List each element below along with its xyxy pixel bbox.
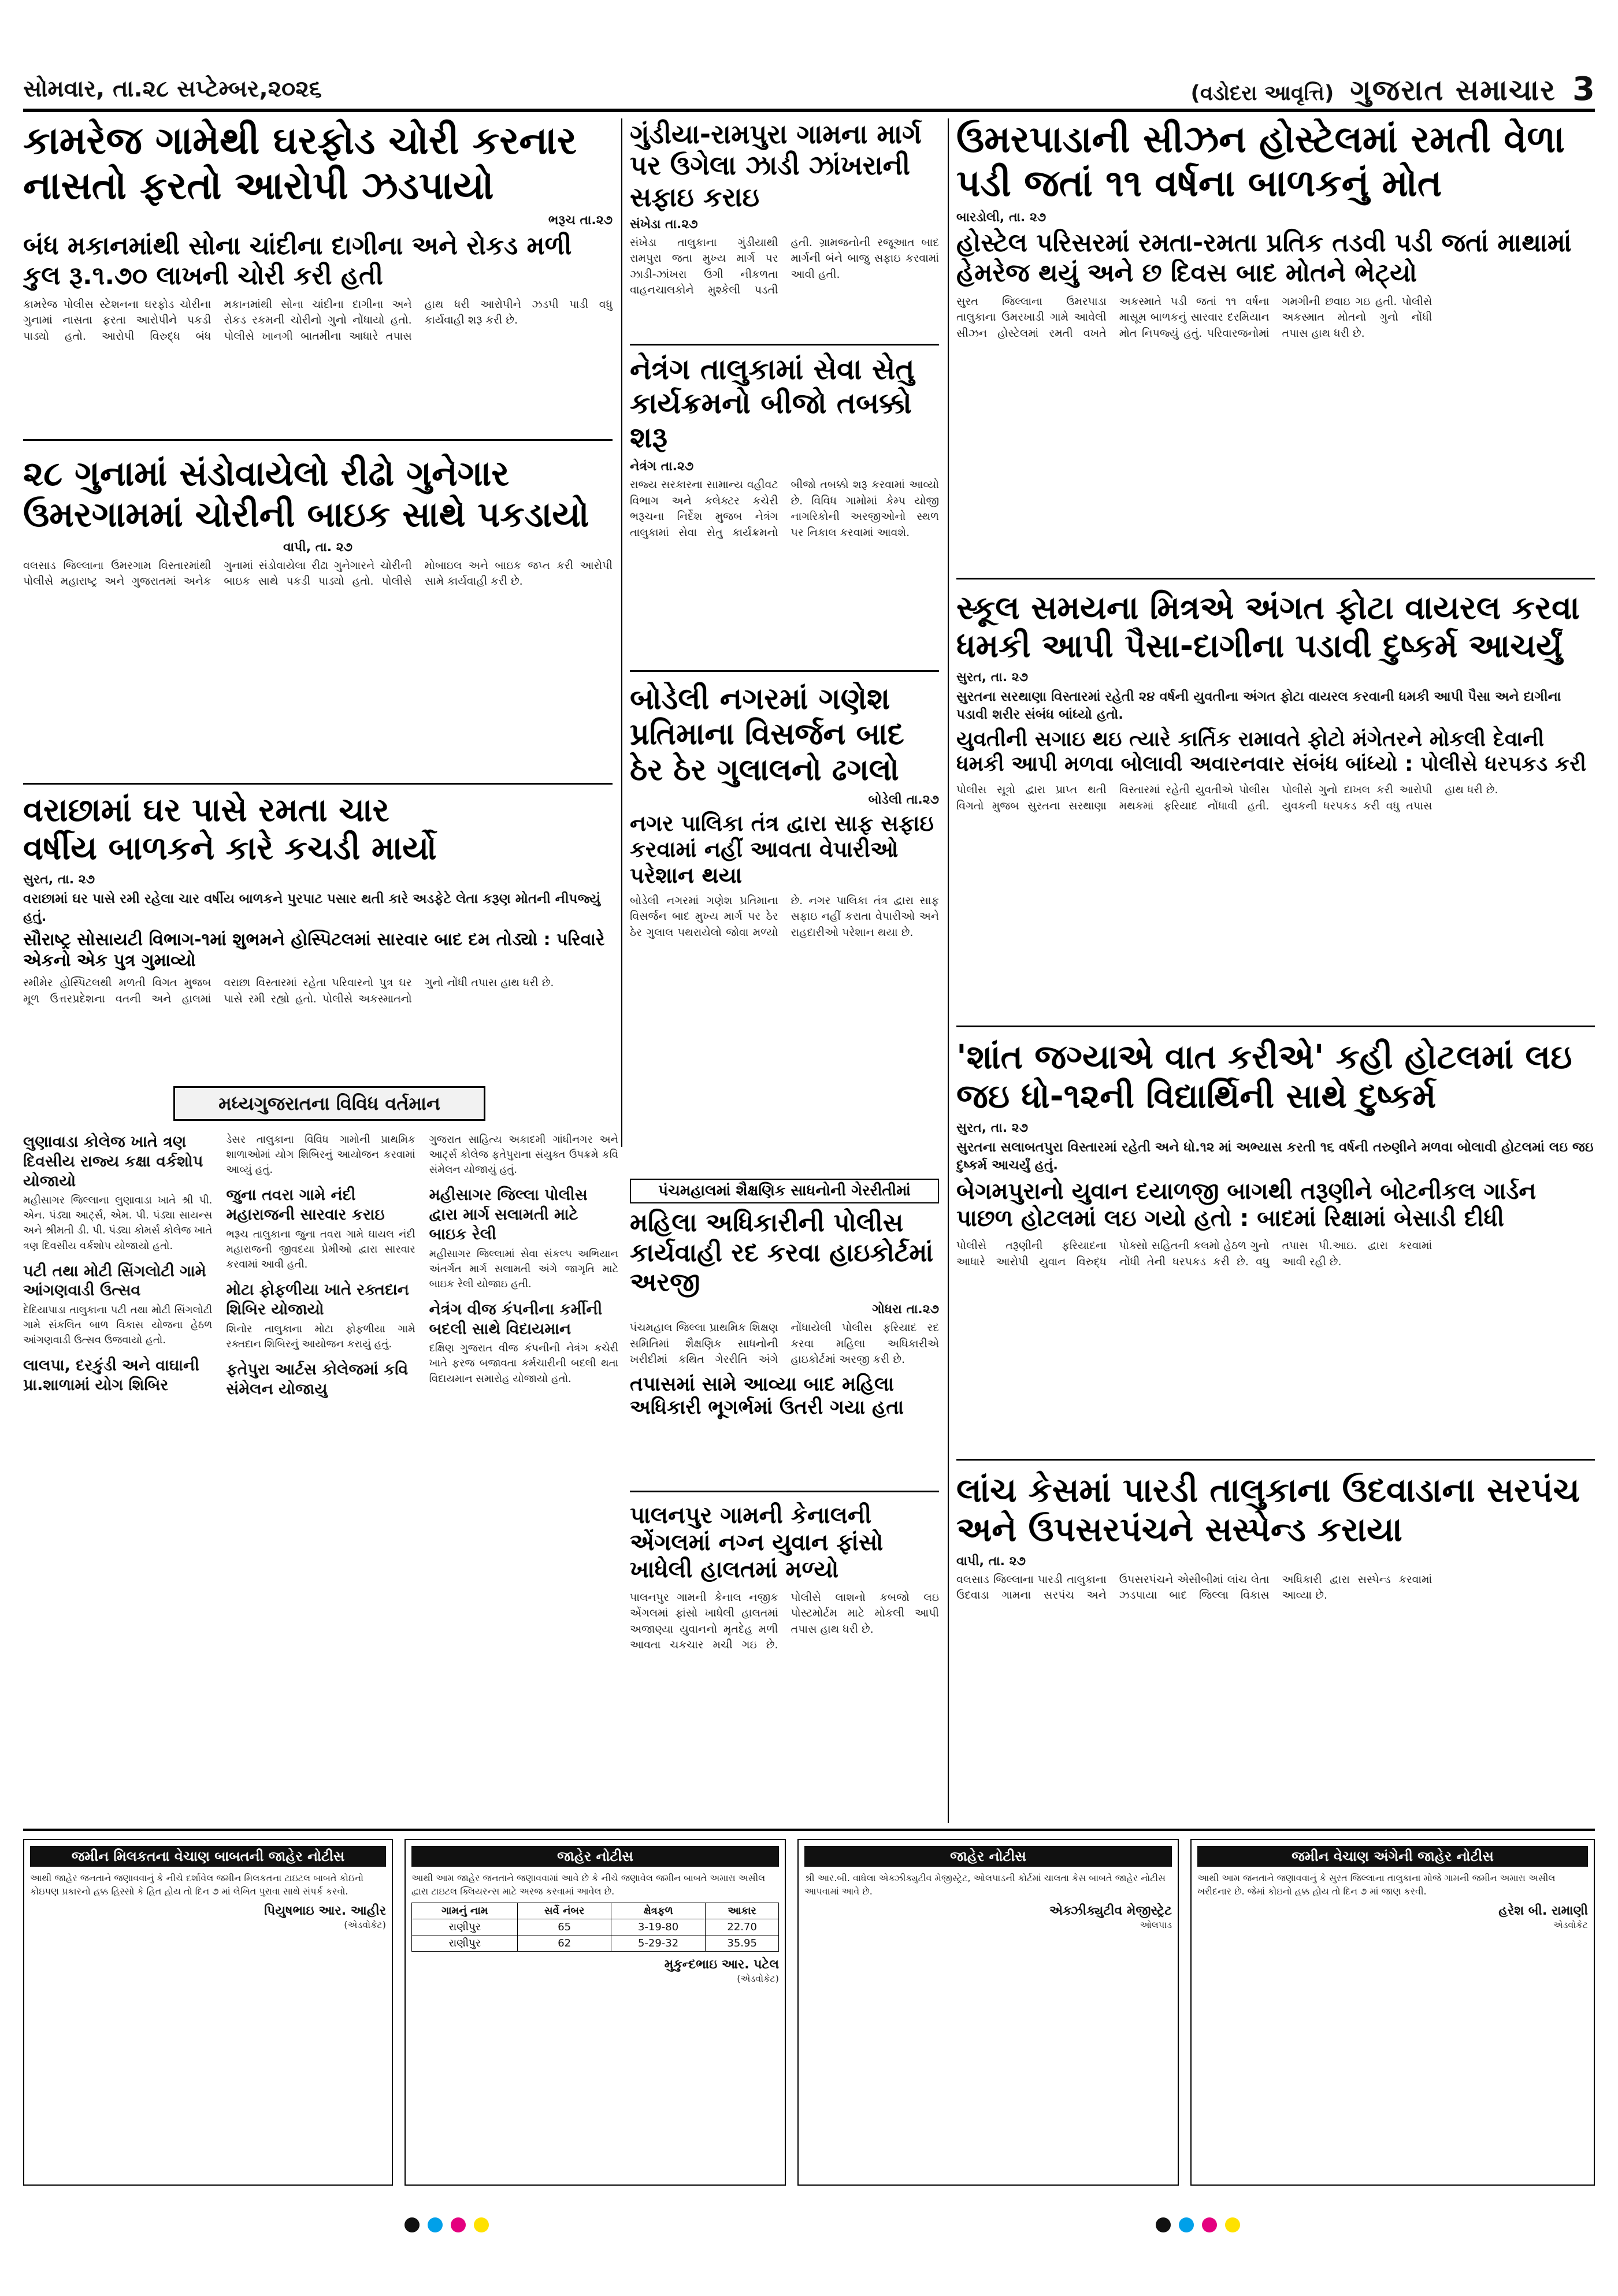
brief-headline: નેત્રંગ વીજ કંપનીના કર્મીની બદલી સાથે વિદાયમાન — [429, 1300, 603, 1338]
story-body: પાલનપુર ગામની કેનાલ નજીક એંગલમાં ફાંસો ખાધેલી હાલતમાં અજાણ્યા યુવાનનો મૃતદેહ મળી આવતા ચકચાર મચી ગઇ છે. પોલીસે લાશનો કબજો લઇ પોસ્ટમોર્ટમ માટે મોકલી આપી તપાસ હાથ ધરી છે. — [630, 1591, 939, 1652]
brief-text: શિનોર તાલુકાના મોટા ફોફળીયા ગામે રક્તદાન શિબિરનું આયોજન કરાયું હતું. — [226, 1322, 415, 1350]
notice-title: જાહેર નોટીસ — [804, 1846, 1172, 1867]
brief-item — [429, 1186, 618, 1292]
brief-text: ભરૂચ તાલુકાના જુના તવરા ગામે ઘાયલ નંદી મહારાજની જીવદયા પ્રેમીઓ દ્વારા સારવાર કરવામાં આવી હતી. — [226, 1228, 415, 1270]
notice-signatory: હરેશ બી. રામાણી — [1498, 1904, 1588, 1919]
dateline: સંખેડા તા.૨૭ — [630, 217, 698, 232]
table-header: સર્વે નંબર — [518, 1903, 611, 1919]
story-kamrej — [23, 118, 613, 436]
reg-dot-cyan — [1179, 2217, 1194, 2232]
brief-text: ગુજરાત સાહિત્ય અકાદમી ગાંધીનગર અને આર્ટ્સ કોલેજ ફતેપુરાના સંયુક્ત ઉપક્રમે કવિ સંમેલન યોજાયું હતું. — [429, 1134, 618, 1176]
edition-label: (વડોદરા આવૃત્તિ) — [1190, 81, 1334, 105]
brief-item — [429, 1300, 618, 1387]
briefs-banner: મધ્યગુજરાતના વિવિધ વર્તમાન — [173, 1086, 485, 1121]
table-cell: 65 — [518, 1919, 611, 1935]
notice-title: જમીન વેચાણ અંગેની જાહેર નોટીસ — [1197, 1846, 1588, 1867]
table-cell: રાણીપુર — [412, 1935, 518, 1952]
registration-marks — [404, 2217, 489, 2232]
dateline: બોડેલી તા.૨૭ — [868, 793, 939, 808]
story-palanpur — [630, 1502, 939, 1820]
story-body: કામરેજ પોલીસ સ્ટેશનના ઘરફોડ ચોરીના ગુનામાં નાસતા ફરતા આરોપીને પકડી પાડ્યો હતો. આરોપી વિરુદ્ધ બંધ મકાનમાંથી સોના ચાંદીના દાગીના અને રોકડ રકમની ચોરીનો ગુનો નોંધાયો હતો. પોલીસે ખાનગી બાતમીના આધારે તપાસ હાથ ધરી આરોપીને ઝડપી પાડી વધુ કાર્યવાહી શરૂ કરી છે. — [23, 298, 613, 343]
table-row — [412, 1919, 779, 1935]
story-varachha — [23, 792, 613, 1075]
table-header: ગામનું નામ — [412, 1903, 518, 1919]
lede: વરાછામાં ઘર પાસે રમી રહેલા ચાર વર્ષીય બાળકને પુરપાટ પસાર થતી કારે અડફેટે લેતા કરૂણ મોતની નીપજ્યું હતું. — [23, 891, 601, 925]
brief-headline: મોટા ફોફળીયા ખાતે રક્તદાન શિબિર યોજાયો — [226, 1281, 409, 1318]
notice-text: આથી આમ જાહેર જનતાને જણાવવામાં આવે છે કે નીચે જણાવેલ જમીન બાબતે અમારા અસીલ દ્વારા ટાઇટલ ક્લિયરન્સ માટે અરજ કરવામાં આવેલ છે. — [411, 1873, 766, 1897]
story-body: સંખેડા તાલુકાના ગુંડીયાથી રામપુરા જતા મુખ્ય માર્ગ પર ઝાડી-ઝાંખરા ઉગી નીકળતા વાહનચાલકોને મુશ્કેલી પડતી હતી. ગ્રામજનોની રજૂઆત બાદ માર્ગની બંને બાજુ સફાઇ કરવામાં આવી હતી. — [630, 236, 939, 297]
story-body: વલસાડ જિલ્લાના પારડી તાલુકાના ઉદવાડા ગામના સરપંચ અને ઉપસરપંચને એસીબીમાં લાંચ લેતા ઝડપાયા બાદ જિલ્લા વિકાસ અધિકારી દ્વારા સસ્પેન્ડ કરવામાં આવ્યા છે. — [956, 1573, 1433, 1602]
headline: લાંચ કેસમાં પારડી તાલુકાના ઉદવાડાના સરપંચ અને ઉપસરપંચને સસ્પેન્ડ કરાયા — [956, 1470, 1580, 1550]
table-header: ક્ષેત્રફળ — [611, 1903, 705, 1919]
dateline: વાપી, તા. ૨૭ — [956, 1554, 1026, 1569]
notice-title: જાહેર નોટીસ — [411, 1846, 779, 1867]
subheadline: યુવતીની સગાઇ થઇ ત્યારે કાર્તિક રામાવતે ફોટો મંગેતરને મોકલી દેવાની ધમકી આપી મળવા બોલાવી અવારનવાર સંબંધ બાંધ્યો : પોલીસે ધરપકડ કરી — [956, 727, 1587, 776]
notice-signatory: પિયુષભાઇ આર. આહીર — [264, 1904, 386, 1919]
story-body: પોલીસ સૂત્રો દ્વારા પ્રાપ્ત થતી વિગતો મુજબ સુરતના સરથાણા વિસ્તારમાં રહેતી યુવતીએ પોલીસ મથકમાં ફરિયાદ નોંધાવી હતી. પોલીસે ગુનો દાખલ કરી આરોપી યુવકની ધરપકડ કરી વધુ તપાસ હાથ ધરી છે. — [956, 783, 1498, 812]
subheadline: હોસ્ટેલ પરિસરમાં રમતા-રમતા પ્રતિક તડવી પડી જતાં માથામાં હેમરેજ થયું અને છ દિવસ બાદ મોતને ભેટ્યો — [956, 228, 1572, 288]
briefs-list — [23, 1132, 618, 1820]
lede: સુરતના સરથાણા વિસ્તારમાં રહેતી ૨૪ વર્ષની યુવતીના અંગત ફોટા વાયરલ કરવાની ધમકી આપી પૈસા અને દાગીના પડાવી શરીર સંબંધ બાંધ્યો હતો. — [956, 689, 1561, 723]
reg-dot-yellow — [1225, 2217, 1240, 2232]
brief-headline: મહીસાગર જિલ્લા પોલીસ દ્વારા માર્ગ સલામતી માટે બાઇક રેલી — [429, 1186, 588, 1243]
headline: બોડેલી નગરમાં ગણેશ પ્રતિમાના વિસર્જન બાદ ઠેર ઠેર ગુલાલનો ઢગલો — [630, 682, 904, 787]
brief-item — [226, 1280, 415, 1352]
land-table — [411, 1903, 779, 1952]
story-lanch — [956, 1470, 1595, 1817]
table-cell: 5-29-32 — [611, 1935, 705, 1952]
brief-text: દેદિયાપાડા તાલુકાના પટી તથા મોટી સિંગલોટી ગામે સંકલિત બાળ વિકાસ યોજના હેઠળ આંગણવાડી ઉત્સવ ઉજવાયો હતો. — [23, 1304, 213, 1347]
dateline: ભરૂચ તા.૨૭ — [548, 213, 613, 228]
reg-dot-cyan — [428, 2217, 443, 2232]
brief-headline: લાલપા, દરકુંડી અને વાઘાની પ્રા.શાળામાં યોગ શિબિર — [23, 1357, 199, 1395]
dateline: બારડોલી, તા. ૨૭ — [956, 210, 1046, 225]
reg-dot-black — [404, 2217, 420, 2232]
reg-dot-black — [1156, 2217, 1171, 2232]
brief-headline: ફતેપુરા આર્ટસ કોલેજમાં કવિ સંમેલન યોજાયુ — [226, 1360, 409, 1398]
dateline: સુરત, તા. ૨૭ — [23, 872, 95, 887]
headline: 'શાંત જગ્યાએ વાત કરીએ' કહી હોટલમાં લઇ જઇ ધો-૧૨ની વિદ્યાર્થિની સાથે દુષ્કર્મ — [956, 1037, 1572, 1116]
story-divider — [630, 1491, 939, 1492]
headline: ગુંડીયા-રામપુરા ગામના માર્ગ પર ઉગેલા ઝાડી ઝાંખરાની સફાઇ કરાઇ — [630, 118, 922, 213]
table-header: આકાર — [706, 1903, 779, 1919]
table-cell: 62 — [518, 1935, 611, 1952]
subheadline: તપાસમાં સામે આવ્યા બાદ મહિલા અધિકારી ભૂગર્ભમાં ઉતરી ગયા હતા — [630, 1373, 904, 1420]
notice-signatory: એક્ઝીક્યુટીવ મેજીસ્ટ્રેટ — [1049, 1904, 1172, 1919]
story-umargam — [23, 454, 613, 777]
subheadline: બંધ મકાનમાંથી સોના ચાંદીના દાગીના અને રોકડ મળી કુલ રૂ.૧.૭૦ લાખની ચોરી કરી હતી — [23, 231, 572, 291]
brief-item — [23, 1132, 212, 1254]
legal-notices — [23, 1829, 1595, 2187]
story-body: સ્મીમેર હોસ્પિટલથી મળતી વિગત મુજબ મૂળ ઉત્તરપ્રદેશના વતની અને હાલમાં વરાછા વિસ્તારમાં રહેતા પરિવારનો પુત્ર ઘર પાસે રમી રહ્યો હતો. પોલીસે અકસ્માતનો ગુનો નોંધી તપાસ હાથ ધરી છે. — [23, 976, 554, 1005]
table-header-row — [412, 1903, 779, 1919]
brief-text: મહીસાગર જિલ્લામાં સેવા સંકલ્પ અભિયાન અંતર્ગત માર્ગ સલામતી અંગે જાગૃતિ માટે બાઇક રેલી યોજાઇ હતી. — [429, 1247, 618, 1290]
registration-marks — [1156, 2217, 1240, 2232]
story-gundiya — [630, 118, 939, 338]
headline: ઉમરપાડાની સીઝન હોસ્ટેલમાં રમતી વેળા પડી જતાં ૧૧ વર્ષના બાળકનું મોત — [956, 118, 1565, 205]
story-divider — [630, 344, 939, 345]
story-panchmahal — [630, 1179, 939, 1479]
brief-headline: લુણાવાડા કોલેજ ખાતે ત્રણ દિવસીય રાજ્ય કક્ષા વર્કશોપ યોજાયો — [23, 1133, 203, 1190]
headline: કામરેજ ગામેથી ઘરફોડ ચોરી કરનાર નાસતો ફરતો આરોપી ઝડપાયો — [23, 118, 577, 208]
table-cell: 3-19-80 — [611, 1919, 705, 1935]
headline: વરાછામાં ઘર પાસે રમતા ચાર વર્ષીય બાળકને કારે કચડી માર્યો — [23, 792, 437, 868]
brief-item — [226, 1186, 415, 1272]
notice-land-advocate — [1190, 1839, 1595, 2186]
notice-signatory: મુકુન્દભાઇ આર. પટેલ — [664, 1957, 779, 1972]
story-bodeli — [630, 682, 939, 1098]
masthead — [23, 69, 1595, 112]
table-cell: 35.95 — [706, 1935, 779, 1952]
story-body: સુરત જિલ્લાના ઉમરપાડા તાલુકાના ઉમરખાડી ગામે આવેલી સીઝન હોસ્ટેલમાં રમતી વખતે અકસ્માતે પડી જતાં ૧૧ વર્ષના માસૂમ બાળકનું સારવાર દરમિયાન મોત નિપજ્યું હતું. પરિવારજનોમાં ગમગીની છવાઇ ગઇ હતી. પોલીસે અકસ્માત મોતનો ગુનો નોંધી તપાસ હાથ ધરી છે. — [956, 295, 1433, 340]
lede: સુરતના સલાબતપુરા વિસ્તારમાં રહેતી અને ધો.૧૨ માં અભ્યાસ કરતી ૧૬ વર્ષની તરુણીને મળવા બોલાવી હોટલમાં લઇ જઇ દુષ્કર્મ આચર્યું હતું. — [956, 1139, 1594, 1173]
brief-item — [23, 1262, 212, 1348]
headline: પાલનપુર ગામની કેનાલની એંગલમાં નગ્ન યુવાન ફાંસો ખાધેલી હાલતમાં મળ્યો — [630, 1502, 884, 1584]
kicker: પંચમહાલમાં શૈક્ષણિક સાધનોની ગેરરીતીમાં — [630, 1179, 939, 1203]
page-number: 3 — [1572, 70, 1595, 108]
headline: મહિલા અધિકારીની પોલીસ કાર્યવાહી રદ કરવા હાઇકોર્ટમાં અરજી — [630, 1208, 934, 1298]
notice-land-sale — [23, 1839, 393, 2186]
headline: સ્કૂલ સમયના મિત્રએ અંગત ફોટા વાયરલ કરવા ધમકી આપી પૈસા-દાગીના પડાવી દુષ્કર્મ આચર્યું — [956, 589, 1580, 666]
story-umarpada — [956, 118, 1595, 569]
story-body: બોડેલી નગરમાં ગણેશ પ્રતિમાના વિસર્જન બાદ મુખ્ય માર્ગ પર ઠેર ઠેર ગુલાલ પથરાયેલો જોવા મળ્યો છે. નગર પાલિકા તંત્ર દ્વારા સાફ સફાઇ નહીં કરાતા વેપારીઓ અને રાહદારીઓ પરેશાન થયા છે. — [630, 894, 939, 939]
table-cell: રાણીપુર — [412, 1919, 518, 1935]
brief-headline: જુના તવરા ગામે નંદી મહારાજની સારવાર કરાઇ — [226, 1186, 385, 1224]
column-rule — [621, 118, 622, 1147]
story-divider — [23, 439, 613, 441]
subheadline: સૌરાષ્ટ્ર સોસાયટી વિભાગ-૧માં શુભમને હોસ્પિટલમાં સારવાર બાદ દમ તોડ્યો : પરિવારે એકનો એક પુત્ર ગુમાવ્યો — [23, 930, 605, 971]
story-body: પંચમહાલ જિલ્લા પ્રાથમિક શિક્ષણ સમિતિમાં શૈક્ષણિક સાધનોની ખરીદીમાં કથિત ગેરરીતિ અંગે નોંધાયેલી પોલીસ ફરિયાદ રદ કરવા મહિલા અધિકારીએ હાઇકોર્ટમાં અરજી કરી છે. — [630, 1321, 939, 1366]
story-divider — [956, 1459, 1595, 1461]
dateline: નેત્રંગ તા.૨૭ — [630, 459, 694, 474]
dateline: ગોધરા તા.૨૭ — [872, 1302, 939, 1317]
notice-role: (એડવોકેટ) — [737, 1973, 779, 1985]
story-divider — [23, 783, 613, 785]
notice-role: (એડવોકેટ) — [344, 1919, 386, 1931]
story-body: રાજ્ય સરકારના સામાન્ય વહીવટ વિભાગ અને કલેક્ટર કચેરી ભરૂચના નિર્દેશ મુજબ નેત્રંગ તાલુકામાં સેવા સેતુ કાર્યક્રમનો બીજો તબક્કો શરૂ કરવામાં આવ્યો છે. વિવિધ ગામોમાં કેમ્પ યોજી નાગરિકોની અરજીઓનો સ્થળ પર નિકાલ કરવામાં આવશે. — [630, 478, 939, 539]
brief-text: મહીસાગર જિલ્લાના લુણાવાડા ખાતે શ્રી પી. એન. પંડ્યા આર્ટ્સ, એમ. પી. પંડ્યા સાયન્સ અને શ્રીમતી ડી. પી. પંડ્યા કોમર્સ કોલેજ ખાતે ત્રણ દિવસીય વર્કશોપ યોજાયો હતો. — [23, 1194, 213, 1252]
dateline: વાપી, તા. ૨૭ — [283, 540, 352, 555]
story-shant — [956, 1037, 1595, 1453]
brief-text: દક્ષિણ ગુજરાત વીજ કંપનીની નેત્રંગ કચેરી ખાતે ફરજ બજાવતા કર્મચારીની બદલી થતા વિદાયમાન સમારોહ યોજાયો હતો. — [429, 1342, 618, 1385]
paper-name: ગુજરાત સમાચાર — [1350, 72, 1557, 107]
reg-dot-magenta — [451, 2217, 466, 2232]
masthead-right — [1190, 70, 1595, 108]
notice-text: આથી જાહેર જનતાને જણાવવાનું કે નીચે દર્શાવેલ જમીન મિલકતના ટાઇટલ બાબતે કોઇનો કોઇપણ પ્રકારનો હક્ક હિસ્સો કે હિત હોય તો દિન ૭ માં લેખિત પુરાવા સાથે સંપર્ક કરવો. — [30, 1873, 364, 1897]
story-netrang — [630, 352, 939, 653]
story-body: વલસાડ જિલ્લાના ઉમરગામ વિસ્તારમાંથી પોલીસે મહારાષ્ટ્ર અને ગુજરાતમાં અનેક ગુનામાં સંડોવાયેલા રીઢા ગુનેગારને ચોરીની બાઇક સાથે પકડી પાડ્યો હતો. પોલીસે મોબાઇલ અને બાઇક જપ્ત કરી આરોપી સામે કાર્યવાહી કરી છે. — [23, 559, 613, 588]
brief-text: ડેસર તાલુકાના વિવિધ ગામોની પ્રાથમિક શાળાઓમાં યોગ શિબિરનું આયોજન કરવામાં આવ્યું હતું. — [226, 1134, 415, 1176]
story-divider — [956, 578, 1595, 579]
subheadline: બેગમપુરાનો યુવાન દયાળજી બાગથી તરૂણીને બોટનીકલ ગાર્ડન પાછળ હોટલમાં લઇ ગયો હતો : બાદમાં રિક્ષામાં બેસાડી દીધી — [956, 1177, 1537, 1232]
subheadline: નગર પાલિકા તંત્ર દ્વારા સાફ સફાઇ કરવામાં નહીં આવતા વેપારીઓ પરેશાન થયા — [630, 811, 934, 888]
table-cell: 22.70 — [706, 1919, 779, 1935]
column-rule — [948, 118, 949, 1823]
notice-public — [404, 1839, 786, 2186]
table-row — [412, 1935, 779, 1952]
story-divider — [956, 1026, 1595, 1027]
notice-text: આથી આમ જનતાને જણાવવાનું કે સુરત જિલ્લાના તાલુકાના મોજે ગામની જમીન અમારા અસીલ ખરીદનાર છે. જેમાં કોઇનો હક્ક હોય તો દિન ૭ માં જાણ કરવી. — [1197, 1873, 1556, 1897]
headline: ૨૮ ગુનામાં સંડોવાયેલો રીઢો ગુનેગાર ઉમરગામમાં ચોરીની બાઇક સાથે પકડાયો — [23, 454, 589, 535]
notice-title: જમીન મિલકતના વેચાણ બાબતની જાહેર નોટીસ — [30, 1846, 386, 1867]
headline: નેત્રંગ તાલુકામાં સેવા સેતુ કાર્યક્રમનો બીજો તબક્કો શરૂ — [630, 352, 915, 454]
issue-date: સોમવાર, તા.૨૮ સપ્ટેમ્બર,૨૦૨૬ — [23, 76, 322, 102]
story-school — [956, 589, 1595, 1017]
story-body: પોલીસે તરૂણીની ફરિયાદના આધારે આરોપી યુવાન વિરુદ્ધ પોક્સો સહિતની કલમો હેઠળ ગુનો નોંધી તેની ધરપકડ કરી છે. વધુ તપાસ પી.આઇ. દ્વારા કરવામાં આવી રહી છે. — [956, 1239, 1433, 1268]
brief-headline: પટી તથા મોટી સિંગલોટી ગામે આંગણવાડી ઉત્સવ — [23, 1262, 206, 1300]
notice-text: શ્રી આર.બી. વાધેલા એક્ઝીક્યુટીવ મેજીસ્ટ્રેટ, ઓલપાડની કોર્ટમાં ચાલતા કેસ બાબતે જાહેર નોટીસ આપવામાં આવે છે. — [804, 1873, 1166, 1897]
story-divider — [630, 670, 939, 672]
notice-role: ઓલપાડ — [1140, 1919, 1172, 1931]
notice-court — [797, 1839, 1179, 2186]
reg-dot-yellow — [474, 2217, 489, 2232]
dateline: સુરત, તા. ૨૭ — [956, 1120, 1028, 1135]
reg-dot-magenta — [1202, 2217, 1217, 2232]
dateline: સુરત, તા. ૨૭ — [956, 670, 1028, 685]
notice-role: એડવોકેટ — [1553, 1919, 1588, 1931]
